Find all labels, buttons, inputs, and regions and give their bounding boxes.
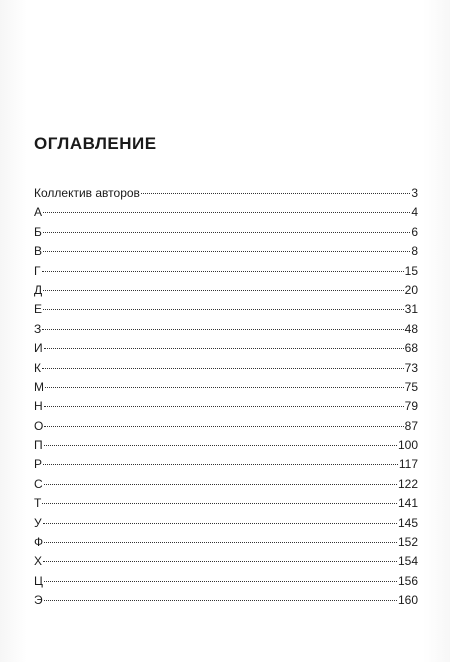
toc-entry-page: 15 (404, 263, 418, 278)
toc-entry-label: Р (34, 457, 43, 472)
toc-entry-page: 100 (397, 438, 418, 453)
toc-entry-label: С (34, 476, 43, 491)
toc-entry-label: Х (34, 554, 43, 569)
table-of-contents (34, 184, 418, 611)
dot-leader (42, 368, 404, 369)
toc-entry (34, 223, 418, 242)
toc-entry-page: 156 (397, 573, 418, 588)
toc-entry-label: А (34, 205, 43, 220)
dot-leader (141, 193, 410, 194)
toc-entry-label: Б (34, 224, 42, 239)
dot-leader (43, 464, 398, 465)
toc-entry (34, 552, 418, 571)
dot-leader (45, 387, 404, 388)
dot-leader (44, 445, 397, 446)
toc-entry (34, 262, 418, 281)
dot-leader (42, 329, 403, 330)
toc-entry-page: 48 (404, 321, 418, 336)
dot-leader (44, 542, 397, 543)
toc-entry-page: 73 (404, 360, 418, 375)
toc-entry (34, 300, 418, 319)
dot-leader (44, 426, 403, 427)
toc-entry (34, 320, 418, 339)
toc-entry-label: Н (34, 399, 43, 414)
dot-leader (44, 600, 397, 601)
dot-leader (43, 523, 397, 524)
dot-leader (44, 484, 397, 485)
dot-leader (44, 406, 404, 407)
toc-entry (34, 417, 418, 436)
toc-entry-label: Г (34, 263, 41, 278)
toc-entry-label: П (34, 438, 43, 453)
toc-entry-page: 117 (398, 457, 418, 472)
toc-entry-label: Ц (34, 573, 43, 588)
toc-entry-label: О (34, 418, 44, 433)
dot-leader (43, 212, 410, 213)
dot-leader (43, 309, 404, 310)
toc-entry-page: 122 (397, 476, 418, 491)
toc-entry-page: 79 (404, 399, 418, 414)
toc-entry-page: 145 (397, 515, 418, 530)
toc-entry (34, 572, 418, 591)
toc-entry (34, 533, 418, 552)
toc-entry-page: 4 (411, 205, 418, 220)
toc-entry (34, 475, 418, 494)
toc-entry (34, 359, 418, 378)
toc-entry (34, 591, 418, 610)
toc-entry-page: 152 (397, 535, 418, 550)
dot-leader (43, 290, 404, 291)
dot-leader (42, 271, 404, 272)
toc-entry-label: К (34, 360, 41, 375)
toc-entry (34, 339, 418, 358)
toc-entry-page: 20 (404, 282, 418, 297)
toc-entry-page: 6 (411, 224, 418, 239)
toc-entry (34, 514, 418, 533)
toc-entry (34, 184, 418, 203)
toc-entry-page: 160 (397, 593, 418, 608)
toc-entry-label: В (34, 244, 43, 259)
toc-entry-page: 75 (404, 379, 418, 394)
toc-entry-page: 87 (404, 418, 418, 433)
dot-leader (43, 251, 410, 252)
dot-leader (42, 503, 397, 504)
toc-entry-page: 3 (411, 186, 418, 200)
toc-entry (34, 281, 418, 300)
toc-entry-label: У (34, 515, 42, 530)
toc-entry-page: 68 (404, 341, 418, 356)
toc-entry (34, 494, 418, 513)
toc-entry (34, 436, 418, 455)
toc-entry (34, 242, 418, 261)
toc-entry-label: З (34, 321, 42, 336)
toc-entry-label: Ф (34, 535, 44, 550)
toc-entry-label: Коллектив авторов (34, 186, 140, 200)
toc-entry-label: Т (34, 496, 42, 511)
toc-entry (34, 397, 418, 416)
dot-leader (43, 561, 397, 562)
toc-entry-label: Э (34, 593, 43, 608)
toc-entry-label: Е (34, 302, 43, 317)
toc-entry-page: 154 (397, 554, 418, 569)
toc-entry (34, 378, 418, 397)
toc-entry (34, 203, 418, 222)
toc-entry (34, 455, 418, 474)
toc-entry-label: И (34, 341, 43, 356)
toc-entry-label: М (34, 379, 44, 394)
page-title: ОГЛАВЛЕНИЕ (34, 134, 157, 153)
dot-leader (43, 232, 410, 233)
toc-entry-label: Д (34, 282, 43, 297)
toc-entry-page: 31 (404, 302, 418, 317)
toc-entry-page: 141 (397, 496, 418, 511)
toc-entry-page: 8 (411, 244, 418, 259)
dot-leader (44, 581, 397, 582)
dot-leader (44, 348, 404, 349)
